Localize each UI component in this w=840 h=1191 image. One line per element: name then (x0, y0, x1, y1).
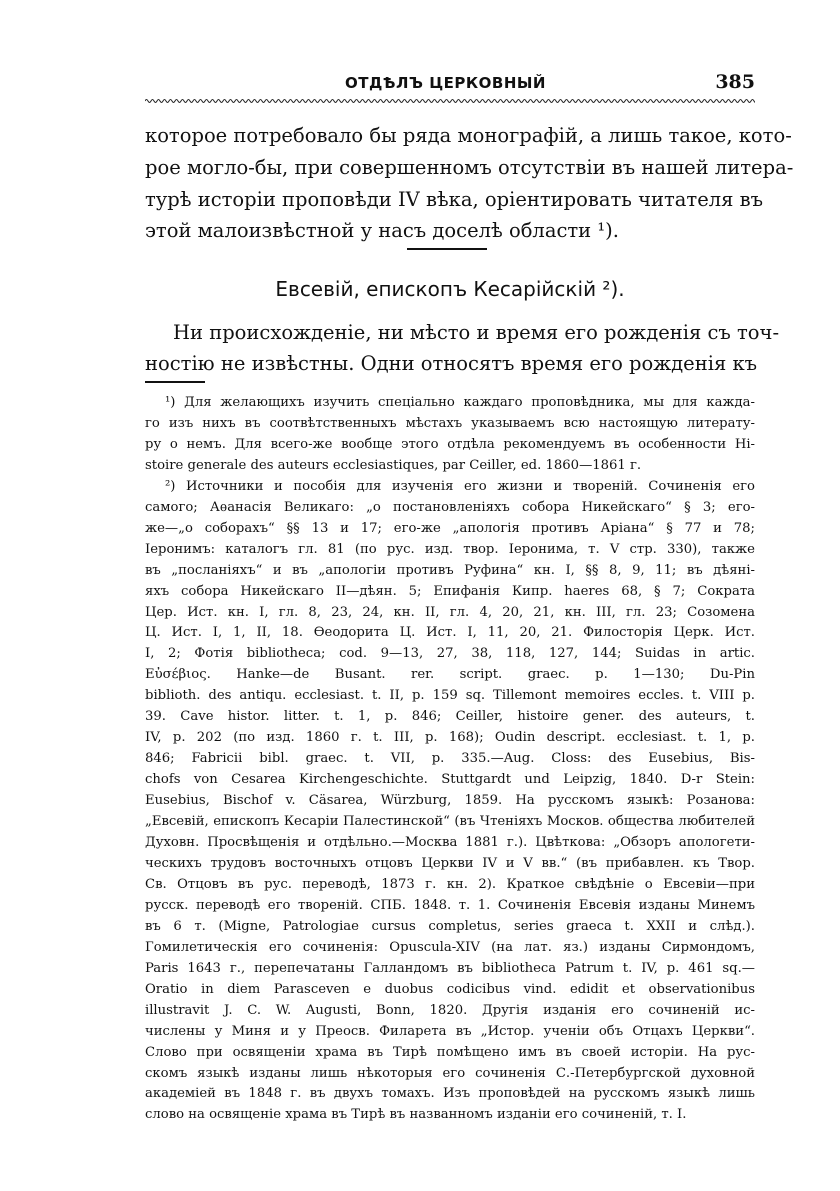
footnote-line: Ц. Ист. I, 1, II, 18. Ѳеодорита Ц. Ист. I, 11, 20, 21. Филосторія Церк. Ист. (145, 625, 755, 641)
section-title: Евсевій, епископъ Кесарійскій ²). (275, 277, 625, 301)
footnote-line: ¹) Для желающихъ изучить спеціально каждаго проповѣдника, мы для каждa- (165, 395, 755, 410)
text-line: ностію не извѣстны. Одни относятъ время его рожденія къ (145, 351, 758, 375)
footnote-line: въ 6 т. (Migne, Patrologiae cursus completus, series graeca t. XXII и слѣд.). (145, 918, 755, 934)
footnote-line: ру о немъ. Для всего-же вообще этого отдѣла рекомендуемъ въ особенности Hi- (145, 436, 755, 452)
footnote-line: Oratio in diem Parasceven e duobus codicibus vind. edidit et observationibus (145, 981, 755, 997)
text-line: Ни происхожденіе, ни мѣсто и время его рожденія съ точ- (173, 321, 780, 344)
text-line: этой малоизвѣстной у насъ доселѣ области ¹). (145, 219, 619, 243)
footnote-line: Paris 1643 г., перепечатаны Галландомъ въ bibliotheca Patrum t. IV, p. 461 sq.— (145, 960, 755, 976)
footnote-line: Слово при освященіи храма въ Тирѣ помѣщено имъ въ своей исторіи. На рус- (145, 1044, 755, 1060)
footnote-line: Цер. Ист. кн. I, гл. 8, 23, 24, кн. II, гл. 4, 20, 21, кн. III, гл. 23; Созомена (145, 604, 755, 620)
footnote-line: Св. Отцовъ въ рус. переводѣ, 1873 г. кн. 2). Краткое свѣдѣніе о Евсевіи—при (145, 876, 755, 892)
section-intro-paragraph (145, 318, 780, 379)
footnote-line: I, 2; Фотія bibliotheca; cod. 9—13, 27, 38, 118, 127, 144; Suidas in artic. (145, 646, 755, 662)
footnote-line: 39. Cave histor. litter. t. 1, p. 846; Ceiller, histoire gener. des auteurs, t. (145, 709, 755, 725)
footnote-line: числены у Миня и у Преосв. Филарета въ „Истор. ученіи объ Отцахъ Церкви“. (145, 1023, 755, 1039)
footnote-line: ческихъ трудовъ восточныхъ отцовъ Церкви IV и V вв.“ (въ прибавлен. къ Твор. (145, 855, 755, 871)
footnote-line: Гомилетическія его сочиненія: Opuscula-XIV (на лат. яз.) изданы Сирмондомъ, (145, 939, 755, 955)
footnote-rule (145, 381, 205, 383)
footnote-line: же—„о соборахъ“ §§ 13 и 17; его-же „апологія противъ Арiана“ § 77 и 78; (145, 520, 755, 536)
footnote-line: Духовн. Просвѣщенія и отдѣльно.—Москва 1881 г.). Цвѣткова: „Обзоръ апологети- (145, 835, 755, 851)
footnote-line: русск. переводѣ его твореній. СПБ. 1848. т. 1. Сочиненія Евсевія изданы Минемъ (145, 897, 755, 913)
wavy-header-rule (145, 97, 755, 105)
page-number: 385 (715, 71, 755, 93)
text-line: рое могло-бы, при совершенномъ отсутствіи въ нашей литера- (145, 155, 794, 179)
footnote-line: скомъ языкѣ изданы лишь нѣкоторыя его сочиненія С.-Петербургской духовной (145, 1065, 755, 1081)
footnote-line: biblioth. des antiqu. ecclesiast. t. II, p. 159 sq. Tillemont memoires eccles. t. VIII p. (145, 688, 755, 704)
footnote-line: Eusebius, Bischof v. Cäsarea, Würzburg, 1859. На русскомъ языкѣ: Розанова: (145, 793, 755, 809)
footnote-line: яхъ собора Никейскаго II—дѣян. 5; Епифанія Кипр. haeres 68, § 7; Сократа (145, 583, 755, 599)
footnote-line: stoire generale des auteurs ecclesiastiques, par Ceiller, ed. 1860—1861 г. (145, 457, 642, 473)
footnote-line: 846; Fabricii bibl. graec. t. VII, p. 335.—Aug. Closs: des Eusebius, Bis- (145, 751, 755, 767)
footnote-line: Εὐσέβιος. Hanke—de Busant. rer. script. graec. p. 1—130; Du-Pin (145, 667, 755, 683)
footnote-line: „Евсевій, епископъ Кесаріи Палестинской“ (въ Чтеніяхъ Москов. общества любителей (145, 814, 755, 830)
section-divider (407, 248, 487, 250)
footnote-line: ²) Источники и пособія для изученія его жизни и твореній. Сочиненія его (165, 478, 755, 494)
footnote-line: самого; Аѳанасія Великаго: „о постановленіяхъ собора Никейскаго“ § 3; его- (145, 499, 755, 515)
footnote-line: академіей въ 1848 г. въ двухъ томахъ. Изъ проповѣдей на русскомъ языкѣ лишь (145, 1086, 755, 1102)
book-page (145, 0, 794, 1191)
footnote-line: го изъ нихъ въ соотвѣтственныхъ мѣстахъ указываемъ всю настоящую литерату- (145, 415, 755, 431)
footnote-line: illustravit J. C. W. Augusti, Bonn, 1820. Другія изданія его сочиненій ис- (145, 1002, 755, 1018)
text-line: турѣ исторіи проповѣди IV вѣка, оріентировать читателя въ (145, 187, 764, 211)
footnote-line: въ „посланіяхъ“ и въ „апологіи противъ Руфина“ кн. I, §§ 8, 9, 11; въ дѣяні- (145, 562, 755, 578)
text-line: которое потребовало бы ряда монографій, а лишь такое, кото- (145, 124, 792, 147)
running-title: ОТДѢЛЪ ЦЕРКОВНЫЙ (345, 74, 546, 92)
footnotes (145, 393, 755, 1126)
previous-paragraph (145, 120, 794, 247)
footnote-line: IV, p. 202 (по изд. 1860 г. t. III, p. 168); Oudin descript. ecclesiast. t. 1, p. (145, 730, 755, 746)
footnote-line: слово на освященіе храма въ Тирѣ въ названномъ изданіи его сочиненій, т. I. (145, 1107, 687, 1123)
footnote-line: Іеронимъ: каталогъ гл. 81 (по рус. изд. твор. Іеронима, т. V стр. 330), также (145, 541, 755, 557)
footnote-line: chofs von Cesarea Kirchengeschichte. Stuttgardt und Leipzig, 1840. D-r Stein: (145, 772, 755, 788)
